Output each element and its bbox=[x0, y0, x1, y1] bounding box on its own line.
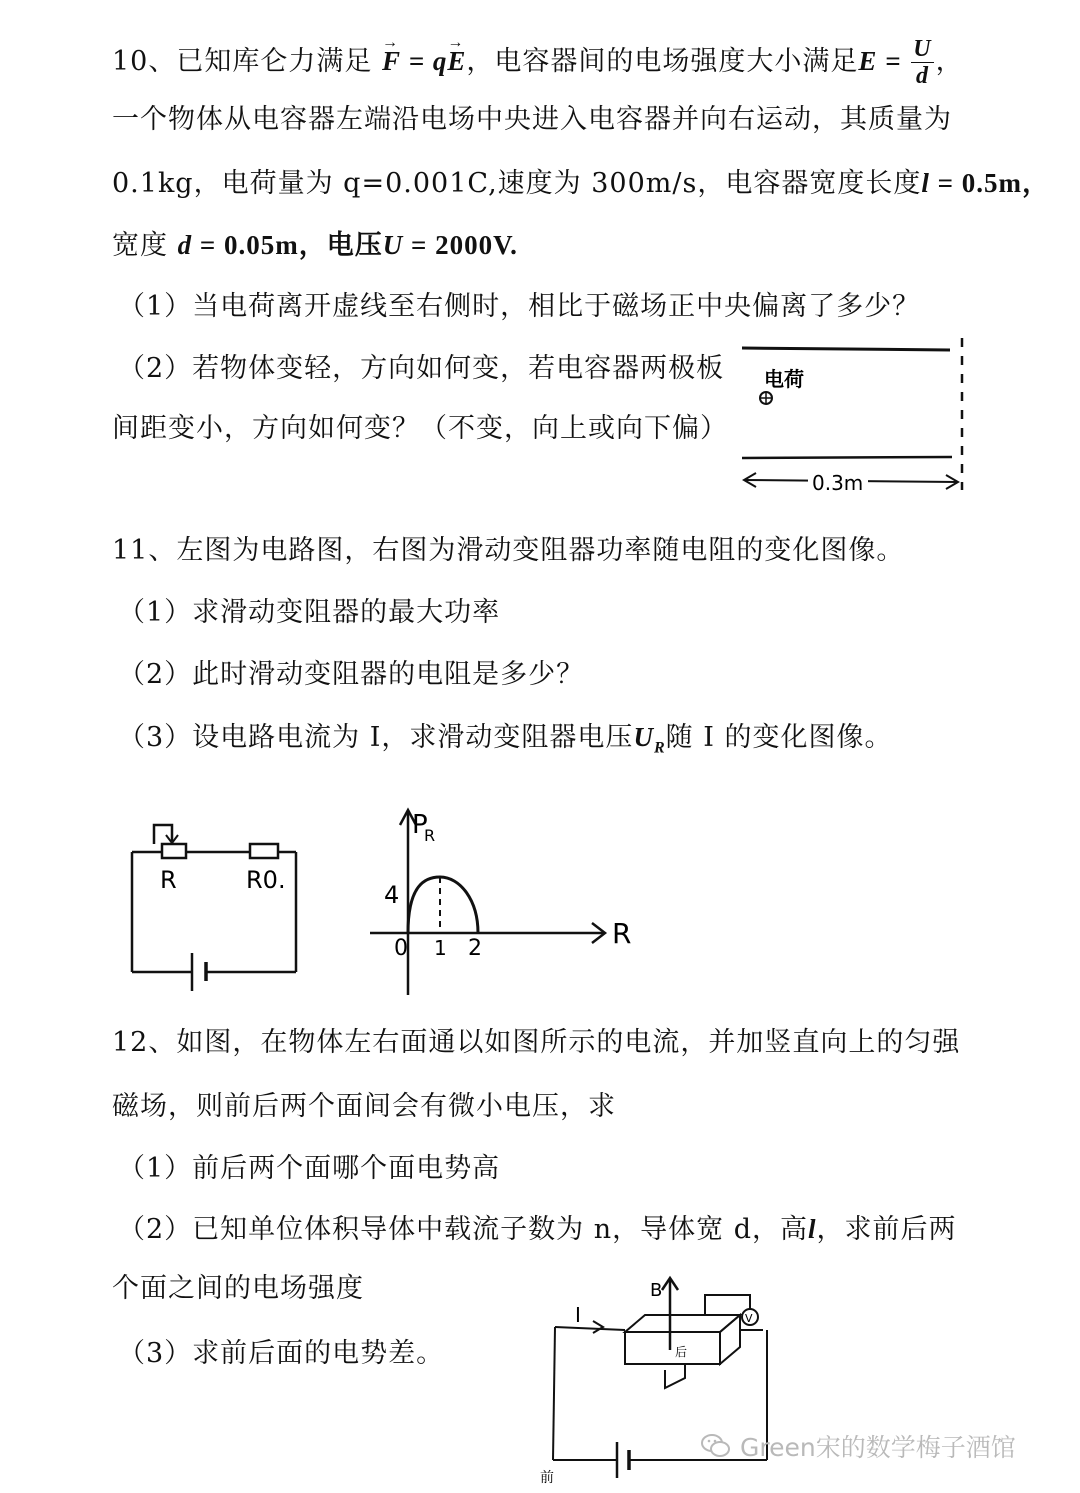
label-B: B bbox=[650, 1280, 663, 1301]
y-label-subscript-R: R bbox=[424, 826, 436, 845]
y-tick-4: 4 bbox=[384, 881, 400, 909]
vector-F: → F bbox=[382, 44, 401, 78]
y-label-P: P bbox=[412, 810, 428, 840]
wire-left bbox=[553, 1327, 555, 1460]
voltmeter-lead-front bbox=[665, 1364, 685, 1388]
fraction-U-over-d bbox=[911, 36, 933, 89]
current-arrow bbox=[593, 1321, 603, 1333]
q11-sub3-text: （3）设电路电流为 I，求滑动变阻器电压 bbox=[118, 722, 634, 753]
symbol-l-2: l bbox=[808, 1214, 817, 1244]
q11-sub1: （1）求滑动变阻器的最大功率 bbox=[118, 597, 501, 628]
wechat-icon bbox=[700, 1432, 732, 1460]
q10-params-text: 0.1kg，电荷量为 q=0.001C,速度为 300m/s，电容器宽度长度 bbox=[112, 168, 922, 199]
power-resistance-graph bbox=[360, 795, 650, 1005]
q12-sub2a bbox=[118, 1212, 957, 1247]
length-label: 0.3m bbox=[812, 471, 864, 495]
q10-line4 bbox=[112, 228, 518, 263]
vector-E: → E bbox=[447, 44, 466, 78]
width-value: = 0.05m，电压 bbox=[192, 230, 383, 260]
q12-sub1: （1）前后两个面哪个面电势高 bbox=[118, 1153, 501, 1184]
capacitor-bottom-plate bbox=[742, 457, 952, 458]
watermark bbox=[700, 1428, 1016, 1464]
q10-field-text: ，电容器间的电场强度大小满足 bbox=[466, 46, 859, 77]
q10-sub1: （1）当电荷离开虚线至右侧时，相比于磁场正中央偏离了多少？ bbox=[118, 291, 921, 322]
length-value: = 0.5m， bbox=[929, 168, 1050, 198]
current-wire-in bbox=[555, 1327, 625, 1330]
q12-sub2-end: ，求前后两 bbox=[816, 1214, 957, 1245]
x-tick-2: 2 bbox=[468, 936, 482, 961]
capacitor-figure bbox=[730, 330, 990, 500]
label-R: R bbox=[160, 866, 177, 894]
q12-line2: 磁场，则前后两个面间会有微小电压，求 bbox=[112, 1091, 616, 1122]
block-side-face bbox=[720, 1315, 740, 1364]
charge-label: 电荷 bbox=[764, 367, 804, 391]
symbol-U: U bbox=[382, 230, 404, 260]
subscript-R: R bbox=[653, 739, 666, 757]
q10-comma: ， bbox=[935, 46, 964, 77]
frac-denominator: d bbox=[915, 63, 929, 89]
resistor-R0 bbox=[250, 844, 278, 858]
origin-0: 0 bbox=[394, 936, 408, 961]
q10-sub2b: 间距变小，方向如何变？（不变，向上或向下偏） bbox=[112, 413, 728, 444]
frac-numerator: U bbox=[913, 36, 932, 62]
q11-sub2: （2）此时滑动变阻器的电阻是多少？ bbox=[118, 659, 585, 690]
q11-sub3-end: 随 I 的变化图像。 bbox=[665, 722, 893, 753]
power-curve bbox=[408, 877, 478, 933]
rheostat-R bbox=[162, 844, 186, 858]
width-text: 宽度 bbox=[112, 230, 178, 261]
q10-intro-text: 10、已知库仑力满足 bbox=[112, 46, 373, 77]
label-I: I bbox=[575, 1303, 581, 1327]
q10-line3 bbox=[112, 166, 1050, 201]
symbol-E: E bbox=[858, 46, 878, 76]
q12-sub2c: 个面之间的电场强度 bbox=[112, 1273, 364, 1304]
block-front-face bbox=[625, 1332, 720, 1364]
symbol-U-R: U bbox=[633, 722, 654, 752]
q12-sub2-text: （2）已知单位体积导体中载流子数为 n，导体宽 d，高 bbox=[118, 1214, 809, 1245]
eq-sign: = q bbox=[400, 46, 448, 76]
symbol-l: l bbox=[921, 168, 930, 198]
capacitor-top-plate bbox=[742, 348, 950, 350]
label-R0: R0. bbox=[246, 866, 286, 894]
watermark-text: Green宋的数学梅子酒馆 bbox=[740, 1433, 1016, 1462]
voltmeter-label: V bbox=[745, 1312, 753, 1325]
q11-sub3 bbox=[118, 720, 892, 765]
q12-sub3: （3）求前后面的电势差。 bbox=[118, 1338, 445, 1369]
q11-line1: 11、左图为电路图，右图为滑动变阻器功率随电阻的变化图像。 bbox=[112, 535, 905, 566]
slider-wire bbox=[154, 825, 172, 844]
q12-line1: 12、如图，在物体左右面通以如图所示的电流，并加竖直向上的匀强 bbox=[112, 1027, 961, 1058]
eq-sign-2: = bbox=[877, 46, 910, 76]
q10-line1 bbox=[112, 36, 964, 89]
x-label-R: R bbox=[612, 917, 632, 950]
symbol-d: d bbox=[177, 230, 193, 260]
q10-line2: 一个物体从电容器左端沿电场中央进入电容器并向右运动，其质量为 bbox=[112, 104, 952, 135]
circuit-diagram bbox=[120, 815, 310, 1000]
q10-sub2a: （2）若物体变轻，方向如何变，若电容器两极板 bbox=[118, 353, 725, 384]
label-front: 前 bbox=[540, 1470, 554, 1486]
x-tick-1: 1 bbox=[434, 936, 447, 960]
voltage-value: = 2000V. bbox=[403, 230, 518, 260]
label-back: 后 bbox=[675, 1345, 688, 1359]
